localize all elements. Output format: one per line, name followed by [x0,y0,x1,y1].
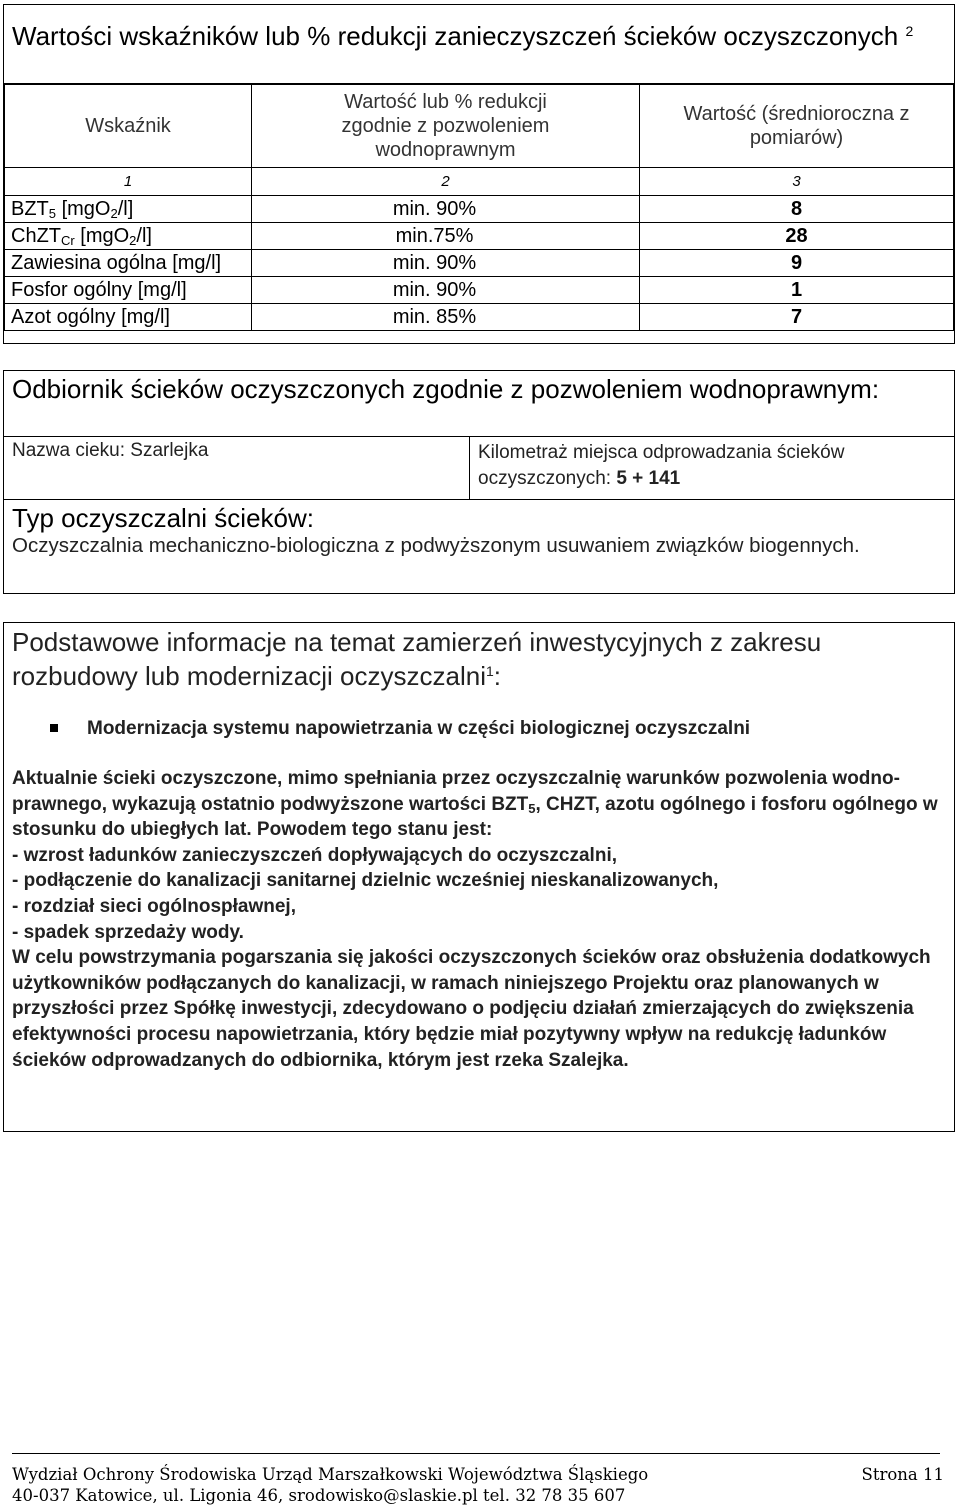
table-row: Azot ogólny [mg/l] min. 85% 7 [5,304,954,331]
river-name: Nazwa cieku: Szarlejka [4,437,470,499]
plant-type-text: Oczyszczalnia mechaniczno-biologiczna z podwyższonym usuwaniem związków biogennych. [12,534,860,557]
footnote-ref: 2 [905,23,914,39]
investment-paragraph: Aktualnie ścieki oczyszczone, mimo spełniania przez oczyszczalnię warunków pozwolenia wodno-prawnego, wykazują ostatnio podwyższone wartości $BZT_5$, CHZT, azotu ogólnego i fosforu ogólnego w stosunku do ubiegłych lat. Powodem tego stanu jest: - wzrost ładunków zanieczyszczeń dopływających do oczyszczalni, - podłączenie do kanalizacji sanitarnej dzielnic wcześniej nieskanalizowanych, - rozdział sieci ogólnospławnej, - spadek sprzedaży wody. W celu powstrzymania pogarszania się jakości oczyszczonych ścieków oraz obsłużenia dodatkowych użytkowników podłączanych do kanalizacji, w ramach niniejszego Projektu oraz planowanych w przyszłości przez Spółkę inwestycji, zdecydowano o podjęciu działań zmierzających do zwiększenia efektywności procesu napowietrzania, który będzie miał pozytywny wpływ na redukcję ładunków ścieków odprowadzanych do odbiornika, którym jest rzeka Szalejka. [12,768,938,1071]
table-row: ChZT$_{Cr}$ [mgO$_2$/l] min.75% 28 [5,223,954,250]
table-header-row [5,85,954,168]
table-row: Fosfor ogólny [mg/l] min. 90% 1 [5,277,954,304]
footer [12,1465,942,1505]
list-item: - spadek sprzedaży wody. [12,921,244,943]
header-indicator: Wskaźnik [5,85,252,168]
receiver-section [3,370,955,594]
list-item: Modernizacja systemu napowietrzania w części biologicznej oczyszczalni [4,716,954,742]
footer-address: 40-037 Katowice, ul. Ligonia 46, srodowisko@slaskie.pl tel. 32 78 35 607 [12,1486,626,1505]
bullet-icon [50,724,58,732]
footer-rule [12,1453,940,1454]
investment-section [3,622,955,1132]
receiver-title: Odbiornik ścieków oczyszczonych zgodnie z pozwoleniem wodnoprawnym: [4,371,954,437]
discharge-km: Kilometraż miejsca odprowadzania ścieków oczyszczonych: 5 + 141 [478,442,845,489]
column-numbers-row: 1 2 3 [5,168,954,196]
list-item: - podłączenie do kanalizacji sanitarnej dzielnic wcześniej nieskanalizowanych, [12,870,719,892]
table-row: Zawiesina ogólna [mg/l] min. 90% 9 [5,250,954,277]
header-value: Wartość (średnioroczna z pomiarów) [640,85,954,168]
header-permit: Wartość lub % redukcji zgodnie z pozwoleniem wodnoprawnym [252,85,640,168]
table-row: $BZT_5$ [mgO$_2$/l] min. 90% 8 [5,196,954,223]
page-number: Strona 11 [861,1465,944,1484]
investment-title: Podstawowe informacje na temat zamierzeń inwestycyjnych z zakresu rozbudowy lub modernizacji oczyszczalni$^1$: [12,627,822,691]
list-item: - rozdział sieci ogólnospławnej, [12,895,296,917]
list-item: - wzrost ładunków zanieczyszczeń dopływających do oczyszczalni, [12,844,618,866]
indicators-table [4,84,954,331]
indicators-section [3,4,955,344]
indicators-title: Wartości wskaźników lub % redukcji zanieczyszczeń ścieków oczyszczonych $^2$ [4,5,954,84]
plant-type-title: Typ oczyszczalni ścieków: [12,503,314,533]
receiver-details [4,437,954,500]
footer-office: Wydział Ochrony Środowiska Urząd Marszałkowski Województwa Śląskiego [12,1465,649,1484]
